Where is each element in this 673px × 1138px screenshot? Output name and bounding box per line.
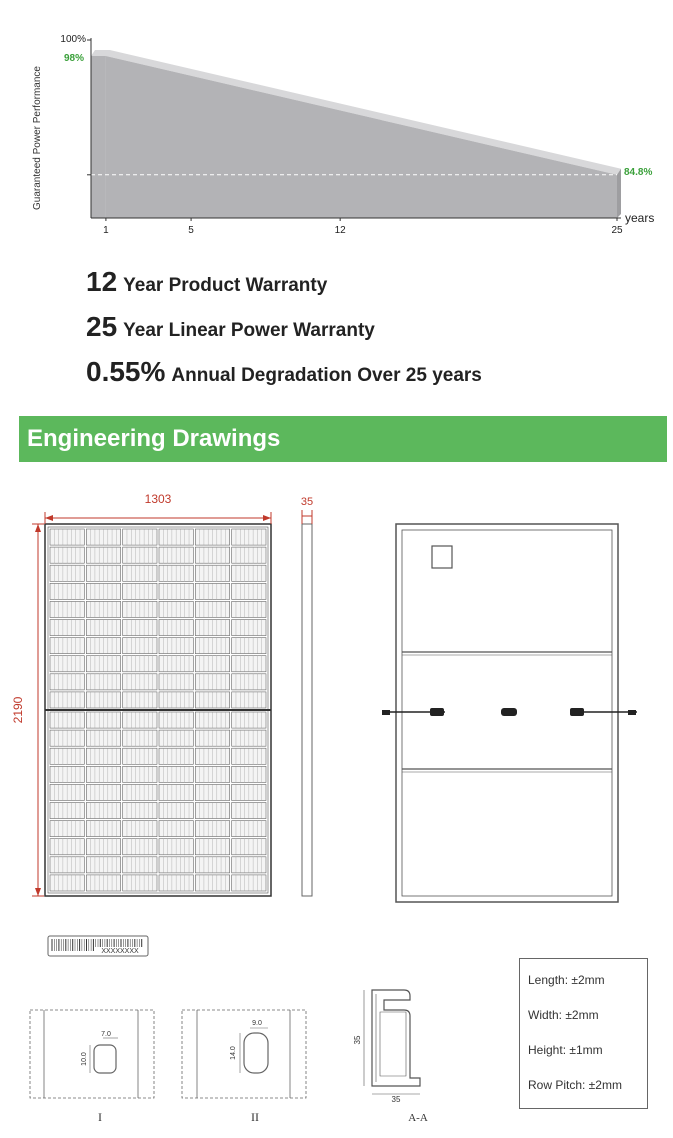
tolerance-row-pitch: Row Pitch: ±2mm — [528, 1078, 622, 1092]
chart-ytick-100: 100% — [60, 34, 86, 45]
barcode-text: XXXXXXXX — [101, 948, 139, 955]
power-warranty-chart — [0, 0, 673, 250]
degradation-value: 0.55% — [86, 356, 166, 387]
engineering-drawings-banner — [19, 416, 667, 462]
chart-xtick-label: 25 — [611, 225, 623, 236]
frame-profile-drawing — [364, 990, 420, 1094]
chart-area-side — [617, 169, 621, 218]
height-dimension — [32, 524, 44, 896]
width-dimension — [45, 512, 271, 524]
engineering-drawings-title: Engineering Drawings — [27, 425, 281, 452]
chart-xtick-label: 1 — [103, 225, 109, 236]
chart-ylabel: Guaranteed Power Performance — [32, 66, 43, 210]
chart-end-label: 84.8% — [624, 167, 653, 178]
thickness-dimension-label: 35 — [300, 496, 314, 508]
tolerance-box — [519, 958, 648, 1109]
profile-height-label: 35 — [353, 1035, 362, 1045]
profile-width-label: 35 — [391, 1095, 401, 1104]
product-warranty-line — [86, 266, 327, 298]
chart-xtick-label: 5 — [188, 225, 194, 236]
panel-front-view — [45, 524, 271, 896]
chart-xtick-label: 12 — [334, 225, 346, 236]
tolerance-width: Width: ±2mm — [528, 1008, 599, 1022]
detail-ii-height-label: 14.0 — [230, 1046, 237, 1060]
panel-side-view — [302, 510, 312, 896]
chart-start-label: 98% — [63, 53, 84, 64]
detail-i-width-label: 7.0 — [101, 1031, 111, 1038]
power-warranty-line — [86, 311, 375, 343]
degradation-text: Annual Degradation Over 25 years — [171, 365, 482, 386]
height-dimension-label: 2190 — [11, 696, 25, 724]
tolerance-height: Height: ±1mm — [528, 1043, 603, 1057]
degradation-line — [86, 356, 482, 388]
detail-i-caption: I — [98, 1110, 102, 1124]
detail-ii-caption: II — [251, 1110, 259, 1124]
chart-area-fill — [106, 56, 617, 218]
profile-caption: A-A — [408, 1112, 428, 1124]
chart-xticks-group — [103, 218, 623, 236]
power-warranty-text: Year Linear Power Warranty — [123, 320, 375, 341]
product-warranty-value: 12 — [86, 266, 118, 297]
width-dimension-label: 1303 — [144, 492, 172, 506]
detail-ii-drawing — [182, 1010, 306, 1098]
detail-i-height-label: 10.0 — [81, 1052, 88, 1066]
power-warranty-value: 25 — [86, 311, 118, 342]
detail-i-drawing — [30, 1010, 154, 1098]
panel-rear-view — [382, 524, 637, 902]
tolerance-length: Length: ±2mm — [528, 973, 605, 987]
chart-area-group — [87, 38, 621, 218]
chart-area-start-shelf — [91, 56, 106, 218]
detail-ii-width-label: 9.0 — [252, 1020, 262, 1027]
chart-xlabel: years — [625, 211, 655, 225]
product-warranty-text: Year Product Warranty — [123, 275, 328, 296]
